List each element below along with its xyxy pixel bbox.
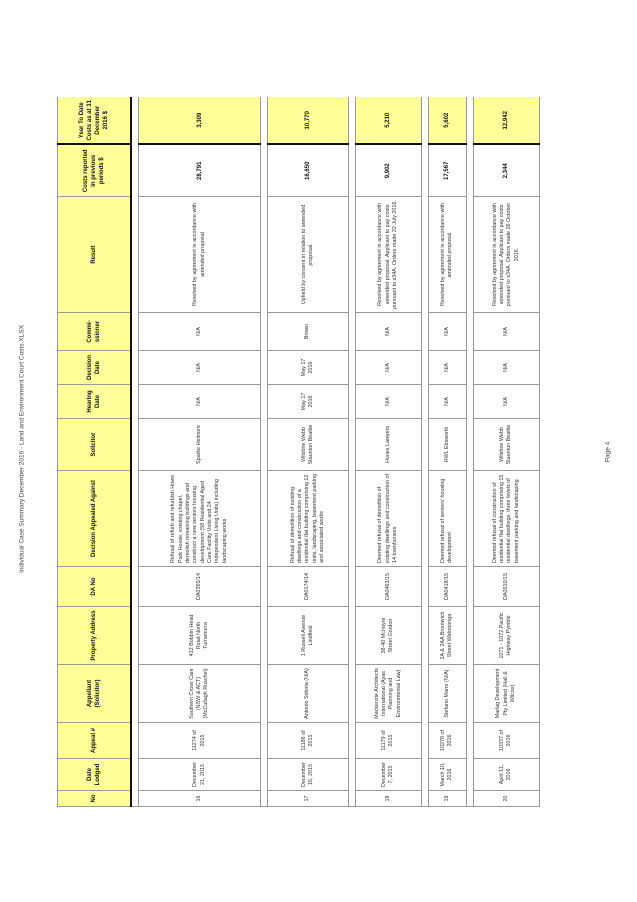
- cell-date-lodged: March 10, 2016: [428, 759, 466, 791]
- cell-hearing: May 17 2016: [268, 385, 348, 419]
- cell-da: DA0463/15: [355, 567, 421, 607]
- cell-costs-prev: 2,344: [473, 145, 539, 197]
- row-spacer-cell: [466, 97, 473, 807]
- header-property: Property Address: [58, 607, 131, 665]
- cell-hearing: N/A: [138, 385, 261, 419]
- cell-appellant: Stefano Marro (N/A): [428, 665, 466, 723]
- cell-da: DA0418/15: [428, 567, 466, 607]
- cell-costs-prev: 28,791: [138, 145, 261, 197]
- header-appeal: Appeal #: [58, 723, 131, 759]
- cell-property: 1 Russell Avenue Lindfield: [268, 607, 348, 665]
- cell-appeal: 11179 of 2015: [355, 723, 421, 759]
- cell-hearing: N/A: [355, 385, 421, 419]
- cell-commissioner: N/A: [473, 313, 539, 351]
- page-number-label: Page 4: [604, 441, 612, 463]
- cell-ytd: 3,309: [138, 97, 261, 145]
- rotated-table-wrapper: [57, 97, 540, 807]
- cell-decision-date: May 17 2016: [268, 351, 348, 385]
- cell-hearing: N/A: [473, 385, 539, 419]
- cell-appellant: Marlag Development Pty Limited (Hall & Wilcox): [473, 665, 539, 723]
- cell-property: 412 Bobbin Head Road North Turramurra: [138, 607, 261, 665]
- cell-costs-prev: 9,902: [355, 145, 421, 197]
- cell-commissioner: N/A: [428, 313, 466, 351]
- header-da: DA No: [58, 567, 131, 607]
- cell-da: DA0365/14: [138, 567, 261, 607]
- cell-appellant: Southern Cross Care (NSW & ACT) (McCullagh Ruschel): [138, 665, 261, 723]
- cell-solicitor: Wilshire Webb Staunton Beattie: [268, 419, 348, 471]
- cell-appellant: Antonio Sidoria (N/A): [268, 665, 348, 723]
- row-spacer: [348, 97, 355, 807]
- table-row: [138, 97, 261, 807]
- header-costs-prev: Costs reported in previous periods $: [58, 145, 131, 197]
- row-spacer-cell: [261, 97, 268, 807]
- cell-property: 38-40 McIntyre Street Gordon: [355, 607, 421, 665]
- cell-no: 19: [428, 791, 466, 807]
- cell-solicitor: HWL Ebsworth: [428, 419, 466, 471]
- cell-result: Resolved by agreement in accordance with amended proposal. Applicant to pay costs pursuant to s34A. Orders made 22 July 2016.: [355, 197, 421, 313]
- cell-appellant: Mackenzie Architects International (Ayas Planning and Environmental Law): [355, 665, 421, 723]
- cell-ytd: 12,942: [473, 97, 539, 145]
- header-result: Result: [58, 197, 131, 313]
- cell-commissioner: Brown: [268, 313, 348, 351]
- cell-date-lodged: December 16, 2015: [268, 759, 348, 791]
- cell-date-lodged: April 11, 2016: [473, 759, 539, 791]
- cell-solicitor: Sparke Helmore: [138, 419, 261, 471]
- header-hearing: Hearing Date: [58, 385, 131, 419]
- cell-result: Resolved by agreement in accordance with amended proposal. Applicant to pay costs pursuant to s34A. Orders made 26 October 2016.: [473, 197, 539, 313]
- cell-costs-prev: 16,650: [268, 145, 348, 197]
- cell-decision-date: N/A: [355, 351, 421, 385]
- cell-no: 16: [138, 791, 261, 807]
- row-spacer-cell: [348, 97, 355, 807]
- header-no: No: [58, 791, 131, 807]
- cell-commissioner: N/A: [138, 313, 261, 351]
- table-row: [268, 97, 348, 807]
- case-summary-table: [57, 97, 540, 807]
- cell-result: Resolved by agreement in accordance with amended proposal: [138, 197, 261, 313]
- cell-costs-prev: 17,567: [428, 145, 466, 197]
- row-spacer: [421, 97, 428, 807]
- cell-decision-date: N/A: [473, 351, 539, 385]
- document-title: Individual Case Summary December 2016 - Land and Environment Court Costs.XLSX: [18, 325, 26, 573]
- table-body: [58, 97, 540, 807]
- case-table-area: [57, 97, 540, 807]
- cell-decision: Deemed refusal of demolition of existing dwellings and construction of 14 townhouses: [355, 471, 421, 567]
- table-row: [473, 97, 539, 807]
- cell-appeal: 11186 of 2015: [268, 723, 348, 759]
- cell-appeal: 11274 of 2015: [138, 723, 261, 759]
- row-spacer: [131, 97, 139, 807]
- cell-appeal: 10337 of 2016: [473, 723, 539, 759]
- row-spacer-cell: [131, 97, 139, 807]
- row-spacer-cell: [421, 97, 428, 807]
- cell-decision: Refusal of demolition of existing dwellings and construction of a residential flat building comprising 12 units, landscaping, basement parking and associated works: [268, 471, 348, 567]
- cell-ytd: 5,602: [428, 97, 466, 145]
- cell-hearing: N/A: [428, 385, 466, 419]
- header-decision: Decision Appealed Against: [58, 471, 131, 567]
- cell-ytd: 10,770: [268, 97, 348, 145]
- cell-decision-date: N/A: [138, 351, 261, 385]
- cell-decision: Deemed refusal of seniors' housing development: [428, 471, 466, 567]
- cell-solicitor: Hones Lawyers: [355, 419, 421, 471]
- header-appellant: Appellant (Solicitor): [58, 665, 131, 723]
- row-spacer: [466, 97, 473, 807]
- cell-property: 1071 - 1072 Pacific Highway Pymble: [473, 607, 539, 665]
- cell-ytd: 5,210: [355, 97, 421, 145]
- cell-decision: Refusal of refurb and refurbish Hows Park House, existing chapel, demolish remaining buildings and construct a new seniors housing development (58 Residential Aged Care Facility Units and 24 Independent Living Units) including landscaping works: [138, 471, 261, 567]
- cell-date-lodged: December 7, 2015: [355, 759, 421, 791]
- cell-da: DA0510/15: [473, 567, 539, 607]
- cell-property: 2A & 2AA Bromwich Street Wahroonga: [428, 607, 466, 665]
- cell-commissioner: N/A: [355, 313, 421, 351]
- cell-decision-date: N/A: [428, 351, 466, 385]
- cell-no: 20: [473, 791, 539, 807]
- cell-decision: Deemed refusal of construction of residential flat building comprising 15 residential dwellings, three levels of basement parking and landscaping: [473, 471, 539, 567]
- table-row: [355, 97, 421, 807]
- cell-da: DA0174/14: [268, 567, 348, 607]
- header-solicitor: Solicitor: [58, 419, 131, 471]
- cell-solicitor: Wilshire Webb Staunton Beattie: [473, 419, 539, 471]
- header-ytd: Year To Date Costs as at 31 December 2016 $: [58, 97, 131, 145]
- cell-result: Resolved by agreement in accordance with amended proposal.: [428, 197, 466, 313]
- cell-no: 18: [355, 791, 421, 807]
- row-spacer: [261, 97, 268, 807]
- header-commissioner: Commi-ssioner: [58, 313, 131, 351]
- table-row: [428, 97, 466, 807]
- header-decision-date: Decision Date: [58, 351, 131, 385]
- cell-date-lodged: December 21, 2015: [138, 759, 261, 791]
- header-date-lodged: Date Lodged: [58, 759, 131, 791]
- header-row: [58, 97, 131, 807]
- cell-appeal: 10278 of 2016: [428, 723, 466, 759]
- cell-result: Upheld by consent in relation to amended proposal.: [268, 197, 348, 313]
- cell-no: 17: [268, 791, 348, 807]
